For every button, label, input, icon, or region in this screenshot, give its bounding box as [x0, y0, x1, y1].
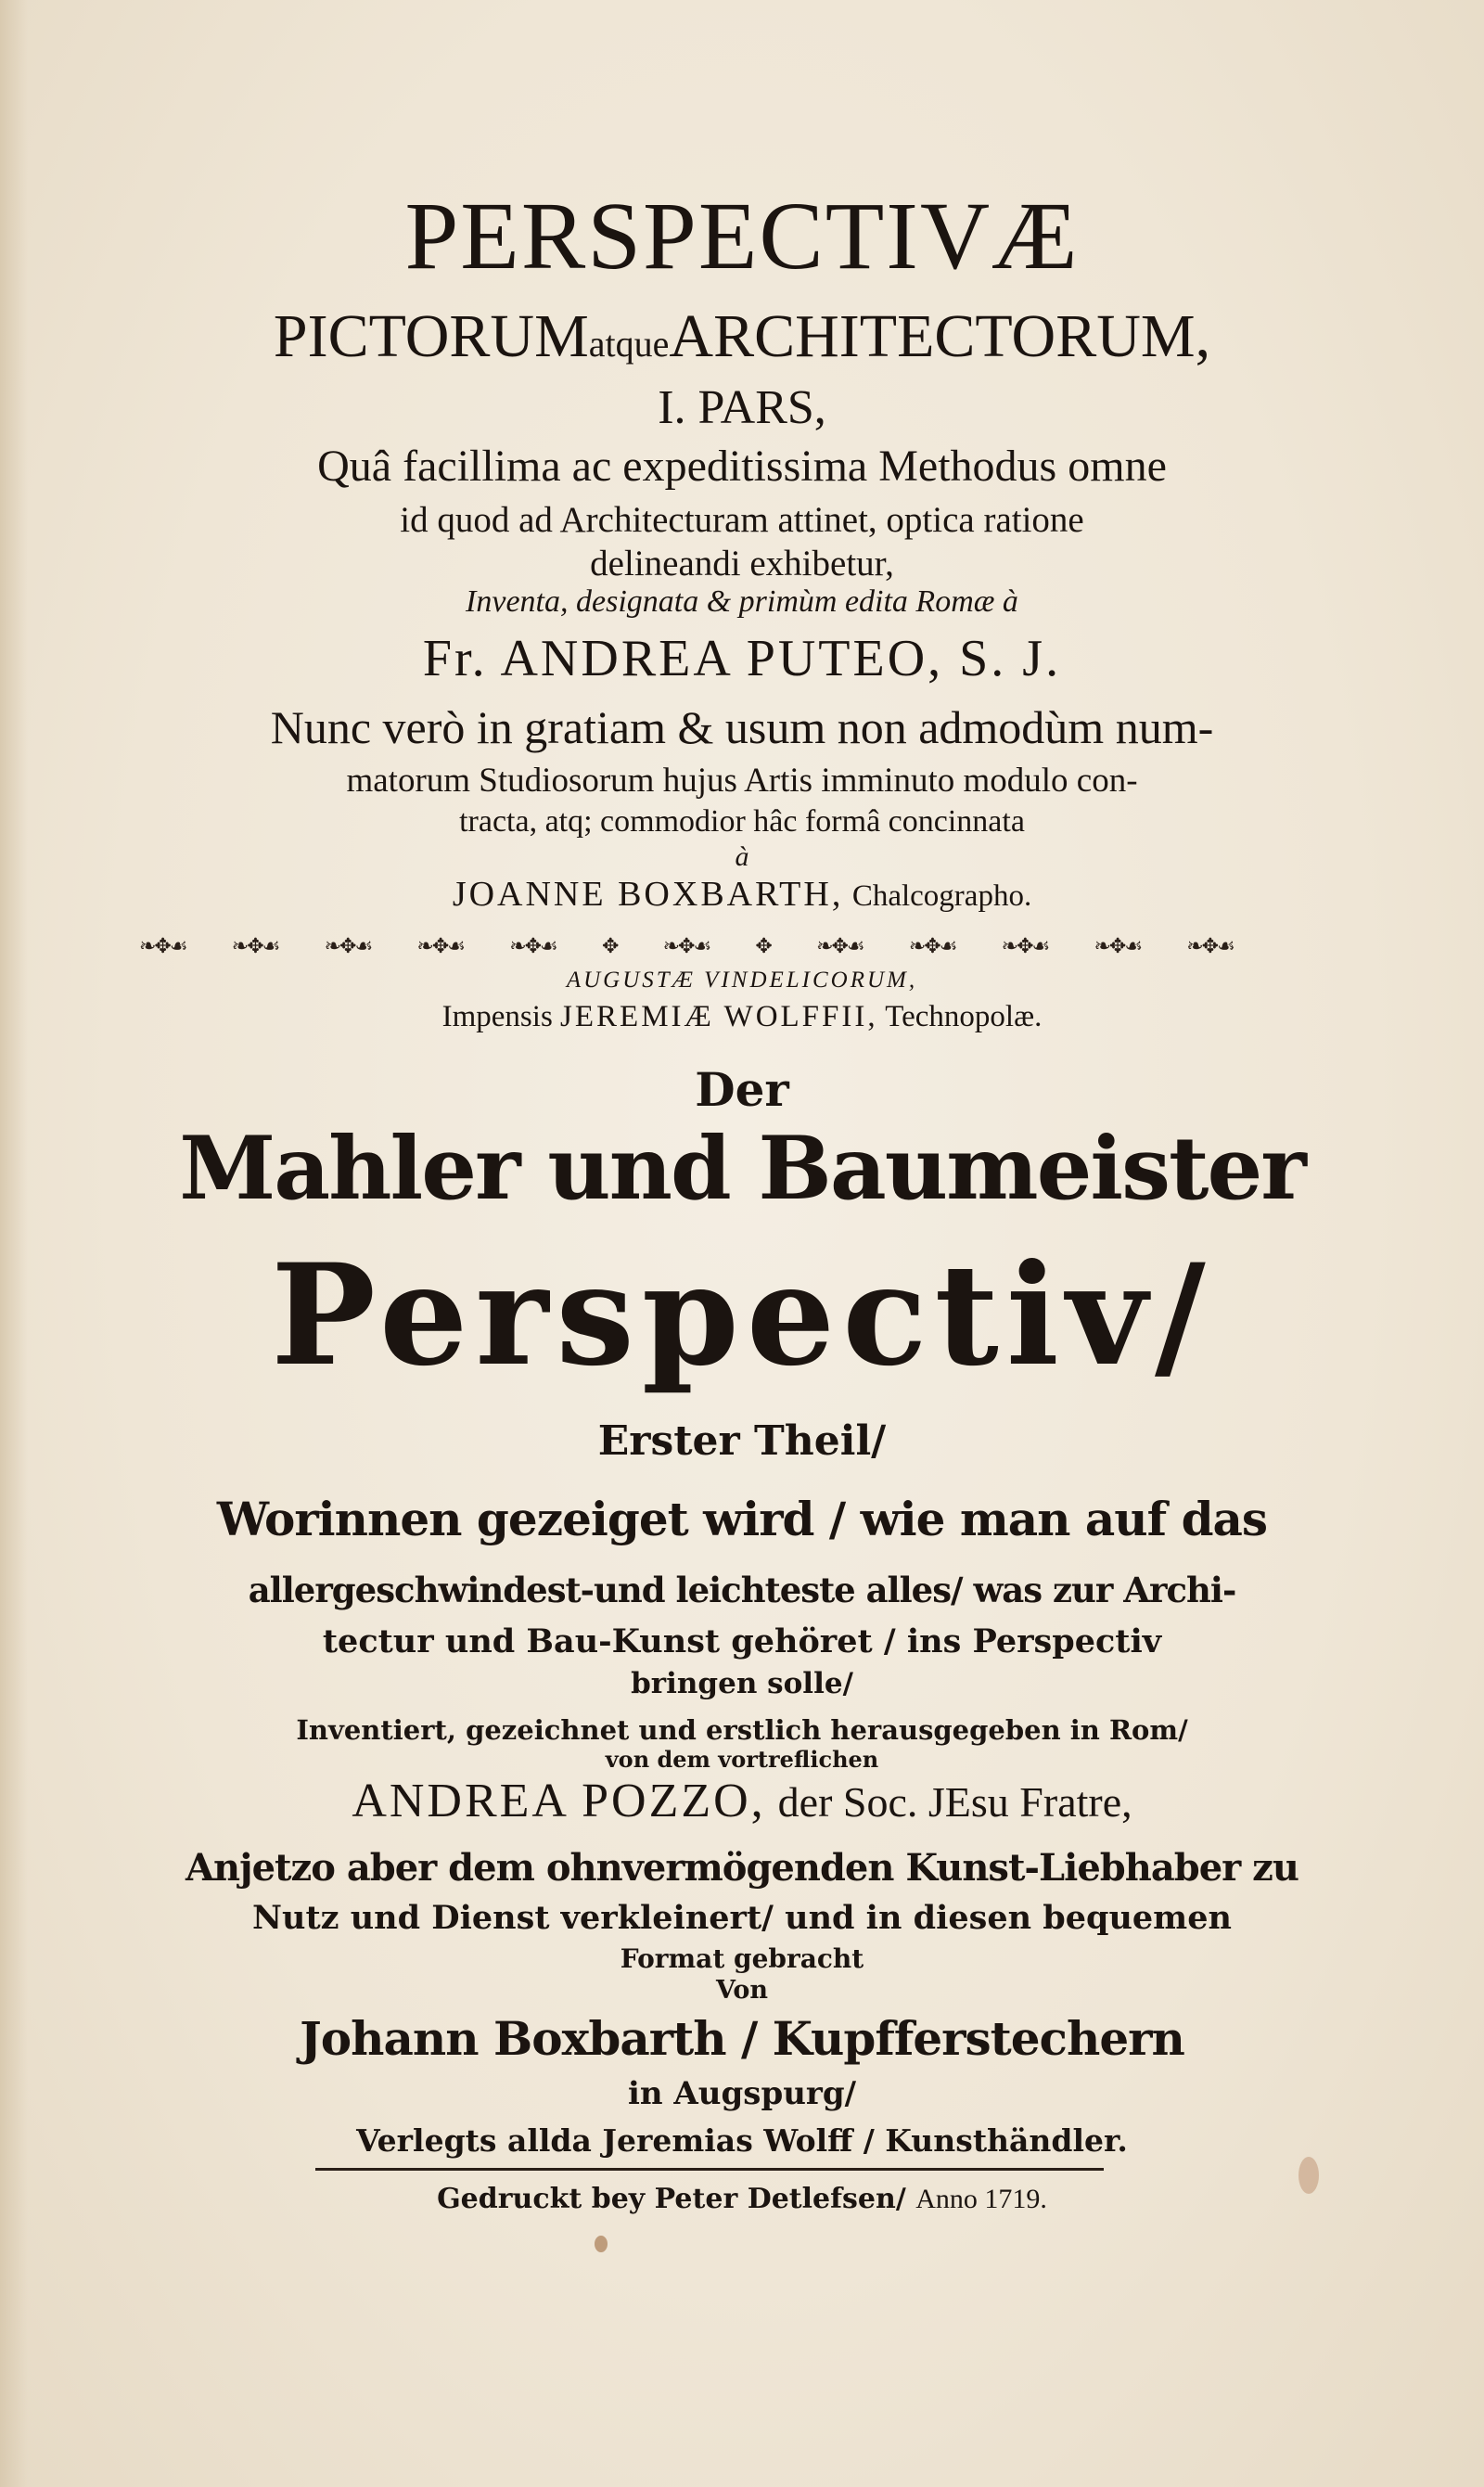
- latin-invented: Inventa, designata & primùm edita Romæ à: [466, 584, 1018, 619]
- german-line-10: Johann Boxbarth / Kupfferstechern: [300, 2011, 1184, 2066]
- german-line-1: Worinnen gezeiget wird / wie man auf das: [216, 1492, 1268, 1546]
- latin-title-architectorum: ARCHITECTORUM,: [669, 302, 1211, 370]
- german-der: Der: [695, 1062, 789, 1117]
- ornament-icon: ❧✥☙: [1186, 934, 1234, 957]
- imprint-city: AUGUSTÆ VINDELICORUM,: [566, 968, 918, 993]
- ornament-icon: ❧✥☙: [139, 934, 186, 957]
- imprint-publisher-title: Technopolæ.: [885, 1000, 1043, 1033]
- german-line-5: Inventiert, gezeichnet und erstlich herausgegeben in Rom/: [296, 1714, 1188, 1746]
- ornament-icon: ❧✥☙: [231, 934, 279, 957]
- german-line-2: allergeschwindest-und leichteste alles/ was zur Archi-: [248, 1570, 1236, 1610]
- german-title-line2: Perspectiv/: [271, 1234, 1213, 1397]
- latin-a: à: [735, 841, 749, 872]
- german-imprint: [0, 2183, 1484, 2215]
- latin-title-pictorum: PICTORUM: [273, 302, 589, 370]
- german-line-11: in Augspurg/: [627, 2075, 857, 2112]
- latin-title-line2: [0, 301, 1484, 372]
- latin-title-atque: atque: [588, 323, 670, 365]
- ornament-icon: ❧✥☙: [908, 934, 956, 957]
- german-line-7: Anjetzo aber dem ohnvermögenden Kunst-Liebhaber zu: [186, 1846, 1298, 1890]
- ornament-icon: ❧✥☙: [816, 934, 864, 957]
- latin-author: Fr. ANDREA PUTEO, S. J.: [422, 630, 1062, 687]
- imprint-rule: [315, 2168, 1104, 2171]
- german-printer: Gedruckt bey Peter Detlefsen/: [437, 2183, 906, 2215]
- ornament-icon: ✥: [755, 934, 771, 957]
- ornamental-border: [139, 930, 1234, 962]
- latin-engraver-title: Chalcographo.: [851, 879, 1032, 913]
- imprint-impensis: Impensis: [441, 1000, 553, 1033]
- imprint-publisher: JEREMIÆ WOLFFII,: [560, 1000, 878, 1033]
- ornament-icon: ❧✥☙: [416, 934, 464, 957]
- german-title-line1: Mahler und Baumeister: [179, 1118, 1305, 1220]
- imprint-latin: [0, 1000, 1484, 1034]
- latin-desc-3: delineandi exhibetur,: [590, 544, 894, 583]
- ornament-icon: ❧✥☙: [1001, 934, 1049, 957]
- latin-desc-2: id quod ad Architecturam attinet, optica ratione: [400, 500, 1084, 540]
- latin-nunc-3: tracta, atq; commodior hâc formâ concinnata: [459, 804, 1025, 839]
- latin-part: I. PARS,: [658, 381, 826, 434]
- german-von: Von: [715, 1976, 769, 2005]
- ornament-icon: ✥: [601, 934, 618, 957]
- german-pozzo-suffix: der Soc. JEsu Fratre,: [777, 1778, 1132, 1826]
- latin-title-line1: PERSPECTIVÆ: [404, 183, 1080, 289]
- german-line-3: tectur und Bau-Kunst gehöret / ins Perspectiv: [322, 1622, 1162, 1660]
- german-line-9: Format gebracht: [620, 1943, 864, 1974]
- latin-desc-1: Quâ facillima ac expeditissima Methodus omne: [317, 442, 1167, 491]
- german-pozzo-name: ANDREA POZZO,: [352, 1775, 766, 1827]
- ornament-icon: ❧✥☙: [509, 934, 556, 957]
- latin-engraver-name: JOANNE BOXBARTH,: [452, 875, 844, 914]
- ornament-icon: ❧✥☙: [662, 934, 710, 957]
- german-part: Erster Theil/: [597, 1417, 887, 1465]
- german-pozzo: [0, 1774, 1484, 1828]
- latin-engraver: [0, 874, 1484, 915]
- latin-nunc-1: Nunc verò in gratiam & usum non admodùm num-: [270, 701, 1214, 753]
- foxing-stain: [595, 2236, 608, 2252]
- german-year: Anno 1719.: [915, 2184, 1047, 2214]
- german-line-4: bringen solle/: [631, 1667, 853, 1700]
- latin-nunc-2: matorum Studiosorum hujus Artis imminuto modulo con-: [346, 762, 1138, 800]
- german-line-6: von dem vortreflichen: [605, 1746, 879, 1773]
- german-line-12: Verlegts allda Jeremias Wolff / Kunsthändler.: [356, 2122, 1128, 2159]
- german-line-8: Nutz und Dienst verkleinert/ und in diesen bequemen: [252, 1899, 1232, 1937]
- ornament-icon: ❧✥☙: [324, 934, 372, 957]
- ornament-icon: ❧✥☙: [1094, 934, 1142, 957]
- foxing-stain: [1298, 2157, 1319, 2194]
